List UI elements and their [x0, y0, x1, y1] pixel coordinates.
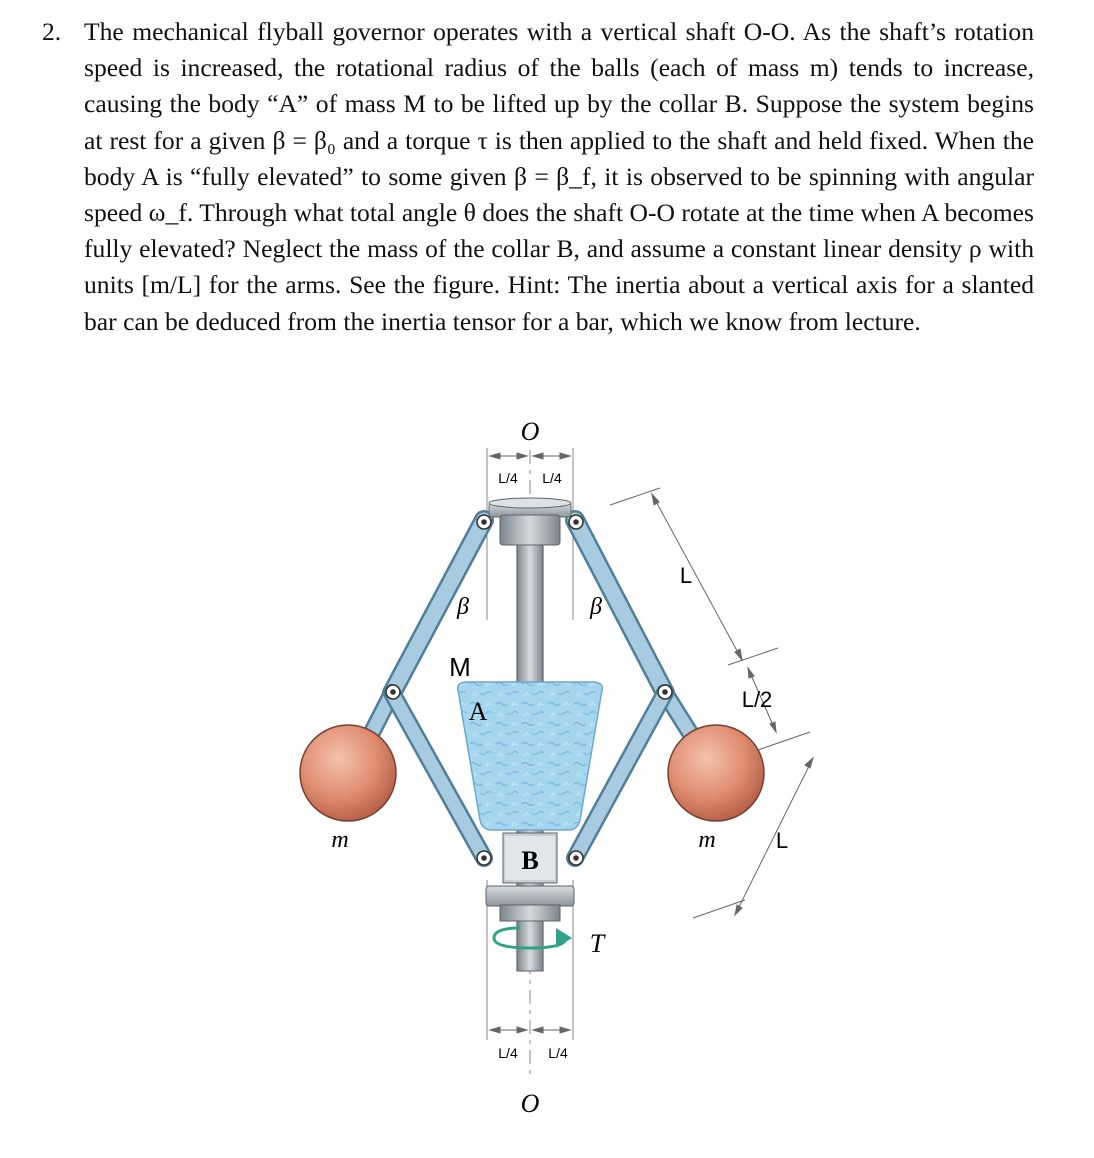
collar-B-label: B — [521, 846, 539, 875]
body-mass-label: M — [449, 652, 471, 682]
arm-length-lower-label: L — [775, 828, 789, 853]
dim-top-left: L/4 — [498, 470, 518, 486]
ball-left — [300, 725, 396, 821]
lower-cap — [486, 886, 574, 971]
dim-bottom-right: L/4 — [548, 1045, 568, 1061]
problem-text: The mechanical flyball governor operates with a vertical shaft O-O. As the shaft’s rotation speed is increased, the rotational radius of the balls (each of mass m) tends to increase, causing the body “A” of mass M to be lifted up by the collar B. Suppose the system begins at rest for a given β = β₀ and a torque τ is then applied to the shaft and held fixed. When the body A is “fully elevated” to some given β = β_f, it is observed to be spinning with angular speed ω_f. Through what total angle θ does the shaft O-O rotate at the time when A becomes fully elevated? Neglect the mass of the collar B, and assume a constant linear density ρ with units [m/L] for the arms. See the figure. Hint: The inertia about a vertical axis for a slanted bar can be deduced from the inertia tensor for a bar, which we know from lecture. — [84, 17, 1034, 336]
arm-length-upper-label: L — [679, 563, 693, 588]
ball-mass-left-label: m — [331, 827, 349, 853]
axis-label-bottom: O — [520, 1089, 540, 1118]
angle-label-left: β — [457, 594, 469, 620]
ball-right — [668, 725, 764, 821]
length-dimension-lines — [610, 488, 813, 918]
angle-label-right: β — [590, 594, 602, 620]
top-cap — [489, 498, 571, 545]
problem-number: 2. — [42, 17, 62, 46]
arm-length-half-label: L/2 — [741, 687, 773, 712]
ball-mass-right-label: m — [698, 827, 716, 853]
axis-label-top: O — [520, 417, 540, 446]
body-A-label: A — [468, 697, 488, 726]
torque-label: T — [589, 929, 605, 958]
dim-bottom-left: L/4 — [498, 1045, 518, 1061]
dim-top-right: L/4 — [542, 470, 562, 486]
